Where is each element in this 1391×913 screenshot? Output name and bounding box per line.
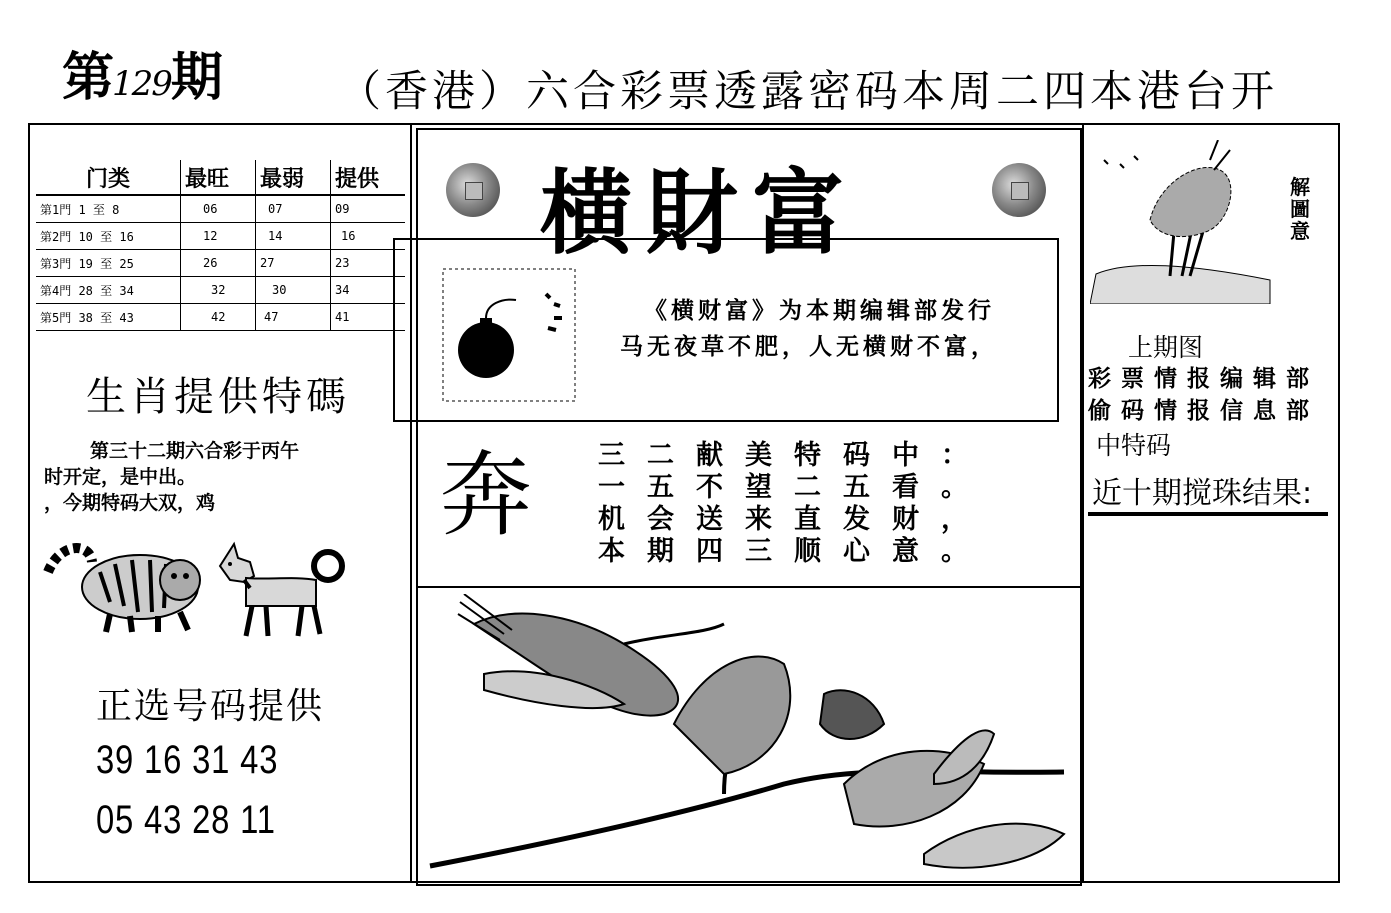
col-category: 门类 bbox=[36, 160, 181, 195]
zodiac-line: 第三十二期六合彩于丙午 bbox=[90, 440, 300, 462]
issue-suffix: 期 bbox=[170, 47, 221, 108]
door-weak: 47 bbox=[256, 304, 331, 331]
picks-row-2: 05 43 28 11 bbox=[96, 798, 276, 842]
special-code-label: 中特码 bbox=[1096, 431, 1172, 460]
coin-icon-left bbox=[446, 163, 500, 217]
poem-line: 机会送来直发财， bbox=[598, 504, 990, 535]
recent-results-underline bbox=[1088, 512, 1328, 516]
page-headline: （香港）六合彩票透露密码本周二四本港台开 bbox=[338, 67, 1278, 117]
door-weak: 07 bbox=[256, 195, 331, 223]
poem-line: 三二献美特码中： bbox=[598, 440, 990, 471]
zodiac-line: ，今期特码大双，鸡 bbox=[44, 492, 216, 514]
door-hot: 42 bbox=[181, 304, 256, 331]
door-hot: 12 bbox=[181, 223, 256, 250]
table-row bbox=[36, 195, 405, 223]
door-provided: 41 bbox=[331, 304, 406, 331]
left-column-divider bbox=[410, 123, 412, 881]
door-range: 第1門 1 至 8 bbox=[36, 195, 181, 223]
table-row bbox=[36, 277, 405, 304]
issue-prefix: 第 bbox=[62, 47, 113, 108]
picks-title: 正选号码提供 bbox=[96, 686, 325, 727]
zodiac-title: 生肖提供特碼 bbox=[86, 374, 350, 420]
door-weak: 14 bbox=[256, 223, 331, 250]
picks-row-1: 39 16 31 43 bbox=[96, 738, 279, 782]
door-provided: 23 bbox=[331, 250, 406, 277]
door-weak: 27 bbox=[256, 250, 331, 277]
poem-line: 一五不望二五看。 bbox=[598, 472, 990, 503]
tiger-illustration bbox=[40, 532, 212, 636]
door-range: 第5門 38 至 43 bbox=[36, 304, 181, 331]
big-character: 奔 bbox=[440, 442, 533, 549]
table-row bbox=[36, 223, 405, 250]
intro-text bbox=[620, 293, 998, 365]
zodiac-text bbox=[44, 438, 404, 516]
door-hot: 32 bbox=[181, 277, 256, 304]
door-range: 第3門 19 至 25 bbox=[36, 250, 181, 277]
col-weakest: 最弱 bbox=[256, 160, 331, 195]
last-image-label: 上期图 bbox=[1128, 333, 1204, 362]
center-title: 横財富 bbox=[540, 159, 859, 267]
issue-number bbox=[62, 47, 221, 108]
col-hottest: 最旺 bbox=[181, 160, 256, 195]
poem-line: 本期四三顺心意。 bbox=[598, 536, 990, 567]
door-hot: 06 bbox=[181, 195, 256, 223]
issue-digits: 129 bbox=[112, 64, 171, 104]
door-provided: 16 bbox=[331, 223, 406, 250]
door-weak: 30 bbox=[256, 277, 331, 304]
bomb-icon bbox=[442, 268, 576, 402]
poem bbox=[598, 440, 990, 568]
table-row bbox=[36, 304, 405, 331]
dept-line-1: 彩票情报编辑部 bbox=[1088, 365, 1319, 392]
intro-line: 《横财富》为本期编辑部发行 bbox=[644, 297, 995, 324]
door-range: 第2門 10 至 16 bbox=[36, 223, 181, 250]
door-table bbox=[36, 160, 405, 331]
zodiac-line: 时开定，是中出。 bbox=[44, 466, 197, 488]
door-table-header bbox=[36, 160, 405, 195]
tree-illustration bbox=[1090, 140, 1274, 304]
poem-box-divider bbox=[416, 586, 1080, 588]
coin-icon-right bbox=[992, 163, 1046, 217]
dog-illustration bbox=[216, 540, 346, 640]
intro-line: 马无夜草不肥，人无横财不富， bbox=[620, 333, 998, 360]
table-row bbox=[36, 250, 405, 277]
col-provided: 提供 bbox=[331, 160, 406, 195]
dept-line-2: 偷码情报信息部 bbox=[1088, 397, 1319, 424]
recent-results-label: 近十期搅珠结果: bbox=[1092, 476, 1313, 511]
right-column-divider bbox=[1082, 123, 1084, 881]
vertical-label: 解圖意 bbox=[1290, 175, 1310, 243]
door-provided: 09 bbox=[331, 195, 406, 223]
door-range: 第4門 28 至 34 bbox=[36, 277, 181, 304]
door-hot: 26 bbox=[181, 250, 256, 277]
flower-illustration bbox=[424, 594, 1072, 874]
door-provided: 34 bbox=[331, 277, 406, 304]
